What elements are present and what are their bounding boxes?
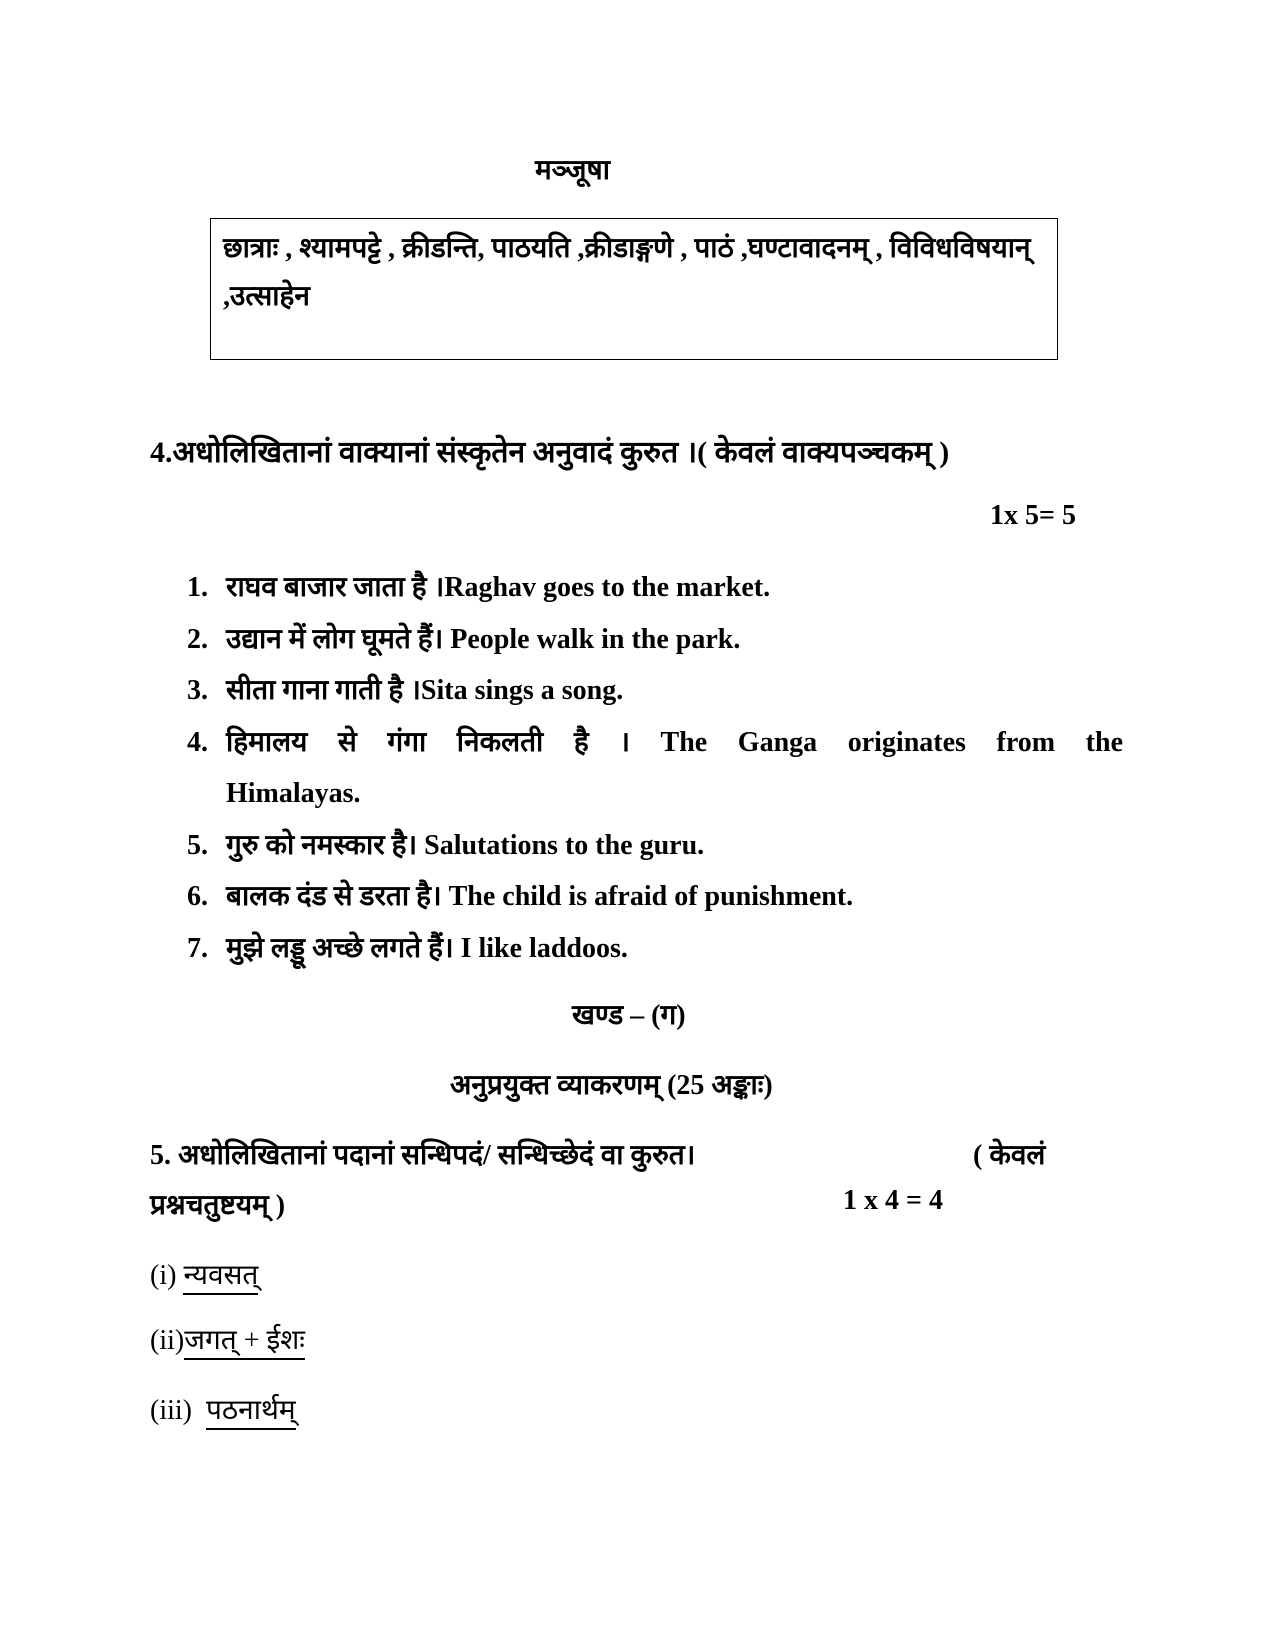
sandhi-item-label: (i) (150, 1260, 177, 1291)
sentence-text: राघव बाजार जाता है ।Raghav goes to the market. (226, 572, 771, 603)
sentence-text: मुझे लड्डू अच्छे लगते हैं। I like laddoos. (226, 932, 628, 964)
sandhi-item (150, 1390, 296, 1428)
sandhi-item-label: (ii) (150, 1325, 185, 1356)
question-5-title: 5. अधोलिखितानां पदानां सन्धिपदं/ सन्धिच्छेदं वा कुरुत। (150, 1140, 696, 1171)
list-item (183, 871, 1123, 923)
sentence-text: सीता गाना गाती है ।Sita sings a song. (226, 675, 624, 706)
question-4-title: 4.अधोलिखितानां वाक्यानां संस्कृतेन अनुवादं कुरुत ।( केवलं वाक्यपञ्चकम् ) (150, 436, 950, 469)
sandhi-item (150, 1320, 305, 1358)
sandhi-item-word: न्यवसत् (183, 1260, 258, 1295)
sandhi-item-word: जगत् + ईशः (184, 1325, 305, 1360)
section-title: खण्ड – (ग) (572, 1000, 686, 1031)
list-item (183, 665, 1123, 717)
question-5-note: ( केवलं (973, 1140, 1046, 1171)
sentence-text-continued: Himalayas. (226, 778, 361, 809)
sandhi-item (150, 1255, 258, 1293)
sentence-text: गुरु को नमस्कार है। Salutations to the guru. (226, 829, 705, 861)
question-4-marks: 1x 5= 5 (990, 500, 1076, 531)
section-subtitle: अनुप्रयुक्त व्याकरणम् (25 अङ्काः) (450, 1070, 773, 1101)
list-item (183, 717, 1123, 820)
sentence-text: बालक दंड से डरता है। The child is afraid of punishment. (226, 881, 854, 912)
sandhi-item-label: (iii) (150, 1395, 192, 1426)
item-number: 1. (187, 572, 208, 603)
word-box (210, 218, 1058, 360)
list-item (183, 562, 1123, 614)
item-number: 7. (187, 932, 208, 964)
item-number: 3. (187, 675, 208, 706)
sandhi-item-word: पठनार्थम् (206, 1395, 296, 1430)
item-number: 4. (187, 726, 208, 758)
word-box-words: छात्राः , श्यामपट्टे , क्रीडन्ति, पाठयति ,क्रीडाङ्गणे , पाठं ,घण्टावादनम् , विविधविषयान् ,उत्साहेन (223, 233, 1031, 312)
list-item (183, 923, 1123, 975)
sentence-list (183, 562, 1123, 974)
sentence-text: हिमालय से गंगा निकलती है । The Ganga originates from the (226, 726, 1123, 758)
word-box-heading: मञ्जूषा (535, 155, 610, 186)
question-5-marks: 1 x 4 = 4 (843, 1185, 943, 1216)
item-number: 5. (187, 829, 208, 861)
sentence-text: उद्यान में लोग घूमते हैं। People walk in the park. (226, 623, 741, 655)
list-item (183, 614, 1123, 666)
item-number: 2. (187, 623, 208, 655)
question-5-title-continued: प्रश्नचतुष्टयम् ) (150, 1190, 286, 1221)
item-number: 6. (187, 881, 208, 912)
list-item (183, 820, 1123, 872)
